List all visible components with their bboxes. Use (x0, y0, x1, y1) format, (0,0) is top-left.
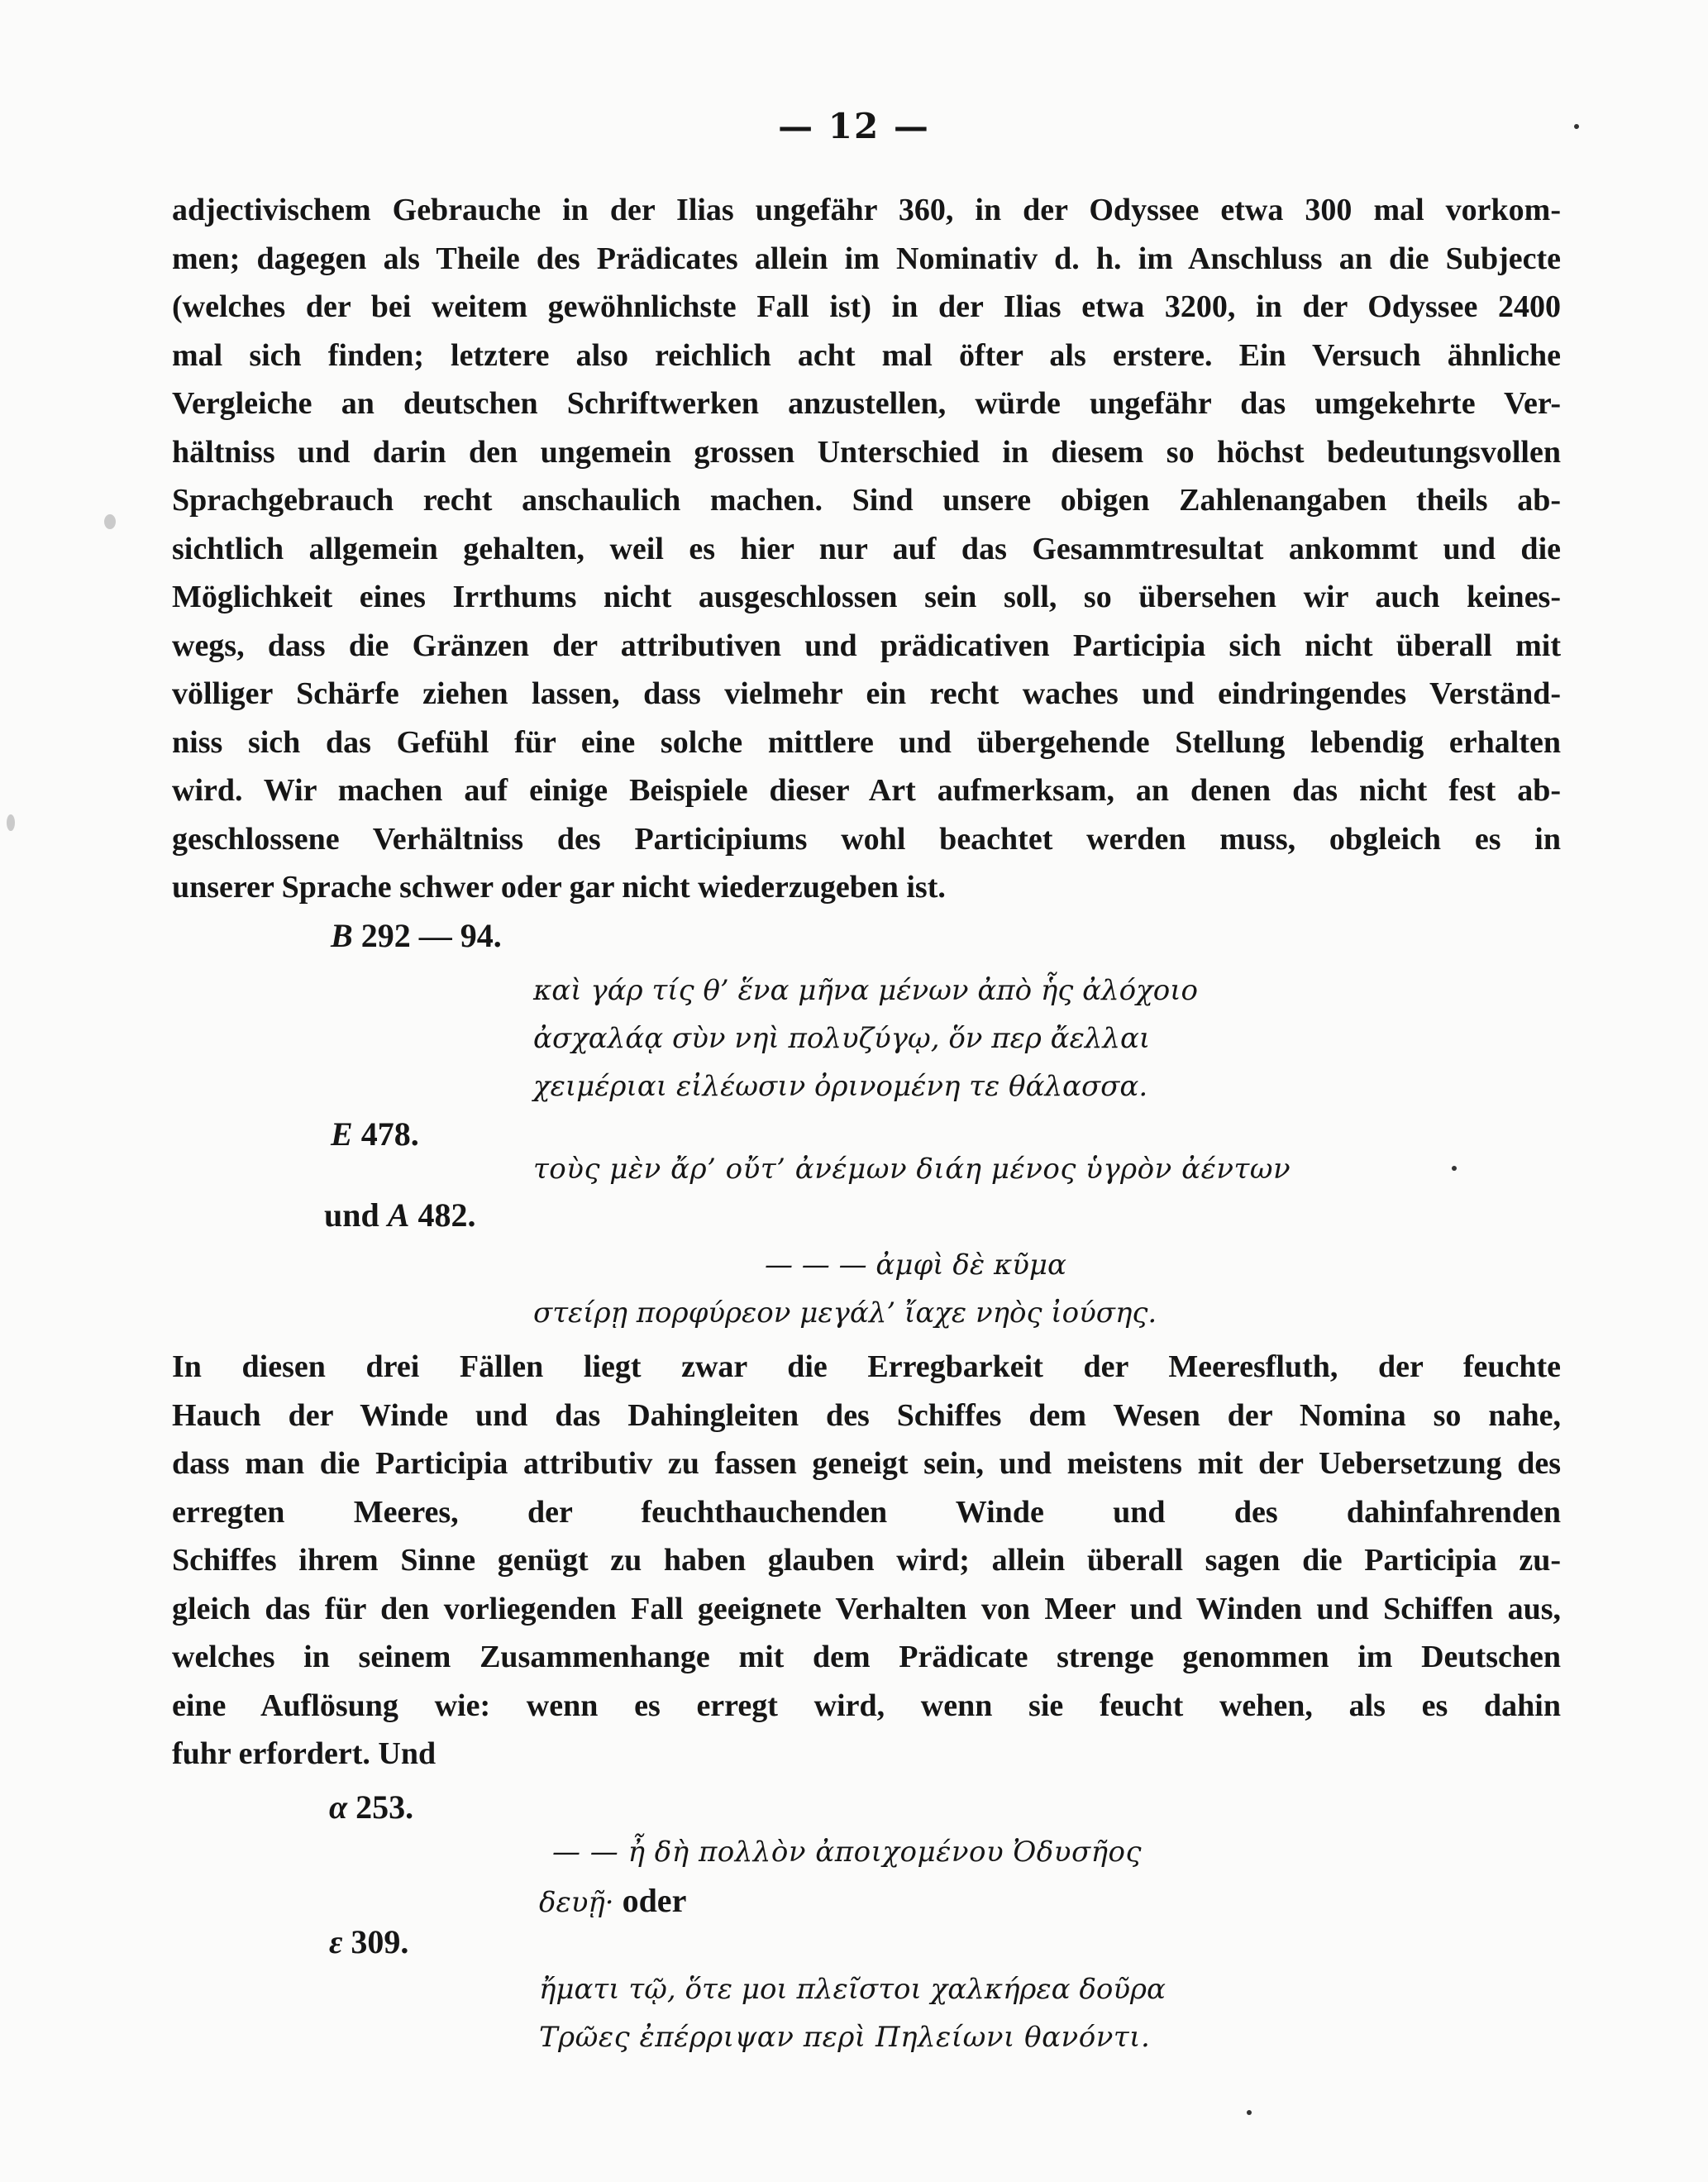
ink-speck (1247, 2110, 1252, 2115)
paragraph1-line: sichtlich allgemein gehalten, weil es hier nur auf das Gesammtresultat ankommt und die (172, 531, 1561, 566)
citation-a (324, 1196, 475, 1234)
paragraph-2 (172, 1343, 1561, 1779)
paragraph2-line: Schiffes ihrem Sinne genügt zu haben glauben wird; allein überall sagen die Participia zu- (172, 1543, 1561, 1578)
paragraph2-line: welches in seinem Zusammenhange mit dem Prädicate strenge genommen im Deutschen (172, 1640, 1561, 1674)
ink-speck (1452, 1166, 1457, 1171)
paragraph1-line: adjectivischem Gebrauche in der Ilias ungefähr 360, in der Odyssee etwa 300 mal vorkom- (172, 193, 1561, 227)
paragraph2-line: In diesen drei Fällen liegt zwar die Erregbarkeit der Meeresfluth, der feuchte (172, 1349, 1561, 1384)
citation-book-letter: B (331, 917, 353, 954)
greek-verse-epsilon-1: ἤματι τῷ, ὅτε μοι πλεῖστοι χαλκήρεα δοῦρα (539, 1973, 1166, 2006)
paper-smudge (7, 814, 15, 831)
paragraph2-line: eine Auflösung wie: wenn es erregt wird, wenn sie feucht wehen, als es dahin (172, 1688, 1561, 1723)
paragraph1-line: völliger Schärfe ziehen lassen, dass vielmehr ein recht waches und eindringendes Verständ- (172, 676, 1561, 711)
citation-verse-numbers: 482. (417, 1196, 476, 1234)
page-number: — 12 — (778, 106, 930, 146)
citation-verse-numbers: 478. (360, 1115, 419, 1153)
paragraph1-line: Sprachgebrauch recht anschaulich machen. Sind unsere obigen Zahlenangaben theils ab- (172, 483, 1561, 518)
paper-smudge (104, 514, 116, 529)
greek-verse-a-1: — — — ἀμφὶ δὲ κῦμα (765, 1249, 1066, 1282)
paragraph1-line: wird. Wir machen auf einige Beispiele dieser Art aufmerksam, an denen das nicht fest ab- (172, 773, 1561, 808)
ink-speck (1574, 124, 1579, 129)
citation-alpha (329, 1788, 413, 1826)
paragraph1-line: Möglichkeit eines Irrthums nicht ausgeschlossen sein soll, so übersehen wir auch keines- (172, 580, 1561, 614)
paragraph1-line: geschlossene Verhältniss des Participiums wohl beachtet werden muss, obgleich es in (172, 821, 1561, 857)
paragraph1-line: hältniss und darin den ungemein grossen Unterschied in diesem so höchst bedeutungsvollen (172, 434, 1561, 470)
greek-verse-alpha: — — ἦ δὴ πολλὸν ἀποιχομένου Ὀδυσῆος (552, 1836, 1143, 1869)
greek-verse-b-2: ἀσχαλάᾳ σὺν νηὶ πολυζύγῳ, ὅν περ ἄελλαι (533, 1022, 1151, 1055)
citation-verse-numbers: 309. (351, 1923, 409, 1960)
citation-e (331, 1115, 419, 1153)
greek-oder-line (539, 1881, 686, 1920)
citation-book-letter: α (329, 1788, 348, 1826)
paragraph1-line: Vergleiche an deutschen Schriftwerken anzustellen, würde ungefähr das umgekehrte Ver- (172, 386, 1561, 421)
paragraph1-line: wegs, dass die Gränzen der attributiven und prädicativen Participia sich nicht überall mit (172, 628, 1561, 663)
paragraph1-line: mal sich finden; letztere also reichlich acht mal öfter als erstere. Ein Versuch ähnliche (172, 337, 1561, 373)
citation-verse-numbers: 253. (355, 1788, 414, 1826)
paragraph2-line: erregten Meeres, der feuchthauchenden Winde und des dahinfahrenden (172, 1494, 1561, 1530)
paragraph1-line: unserer Sprache schwer oder gar nicht wiederzugeben ist. (172, 870, 946, 905)
word-oder: oder (622, 1882, 687, 1919)
citation-b (331, 916, 502, 955)
greek-verse-a-2: στείρῃ πορφύρεον μεγάλ’ ἴαχε νηὸς ἰούσης. (533, 1296, 1157, 1330)
greek-verse-b-1: καὶ γάρ τίς θ’ ἕνα μῆνα μένων ἀπὸ ἧς ἀλόχοιο (533, 974, 1198, 1007)
paragraph1-line: (welches der bei weitem gewöhnlichste Fall ist) in der Ilias etwa 3200, in der Odyssee 2400 (172, 289, 1561, 324)
paragraph2-line: dass man die Participia attributiv zu fassen geneigt sein, und meistens mit der Uebersetzung des (172, 1446, 1561, 1481)
paragraph2-line: fuhr erfordert. Und (172, 1736, 437, 1771)
paragraph1-line: men; dagegen als Theile des Prädicates allein im Nominativ d. h. im Anschluss an die Subjecte (172, 241, 1561, 276)
greek-verse-e: τοὺς μὲν ἄρ’ οὔτ’ ἀνέμων διάη μένος ὑγρὸν ἀέντων (533, 1153, 1291, 1186)
paragraph2-line: gleich das für den vorliegenden Fall geeignete Verhalten von Meer und Winden und Schiffen aus, (172, 1591, 1561, 1626)
citation-prefix: und (324, 1196, 379, 1234)
paragraph2-line: Hauch der Winde und das Dahingleiten des Schiffes dem Wesen der Nomina so nahe, (172, 1397, 1561, 1433)
greek-word: δευῇ· (539, 1886, 614, 1919)
greek-verse-epsilon-2: Τρῶες ἐπέρριψαν περὶ Πηλείωνι θανόντι. (539, 2021, 1151, 2054)
citation-book-letter: A (387, 1196, 410, 1234)
paragraph-1 (172, 186, 1561, 912)
greek-verse-b-3: χειμέριαι εἰλέωσιν ὀρινομένη τε θάλασσα. (533, 1070, 1148, 1103)
paragraph1-line: niss sich das Gefühl für eine solche mittlere und übergehende Stellung lebendig erhalten (172, 724, 1561, 760)
citation-book-letter: E (331, 1115, 353, 1153)
citation-verse-numbers: 292 — 94. (360, 917, 502, 954)
citation-book-letter: ε (329, 1923, 343, 1960)
citation-epsilon (329, 1922, 408, 1961)
